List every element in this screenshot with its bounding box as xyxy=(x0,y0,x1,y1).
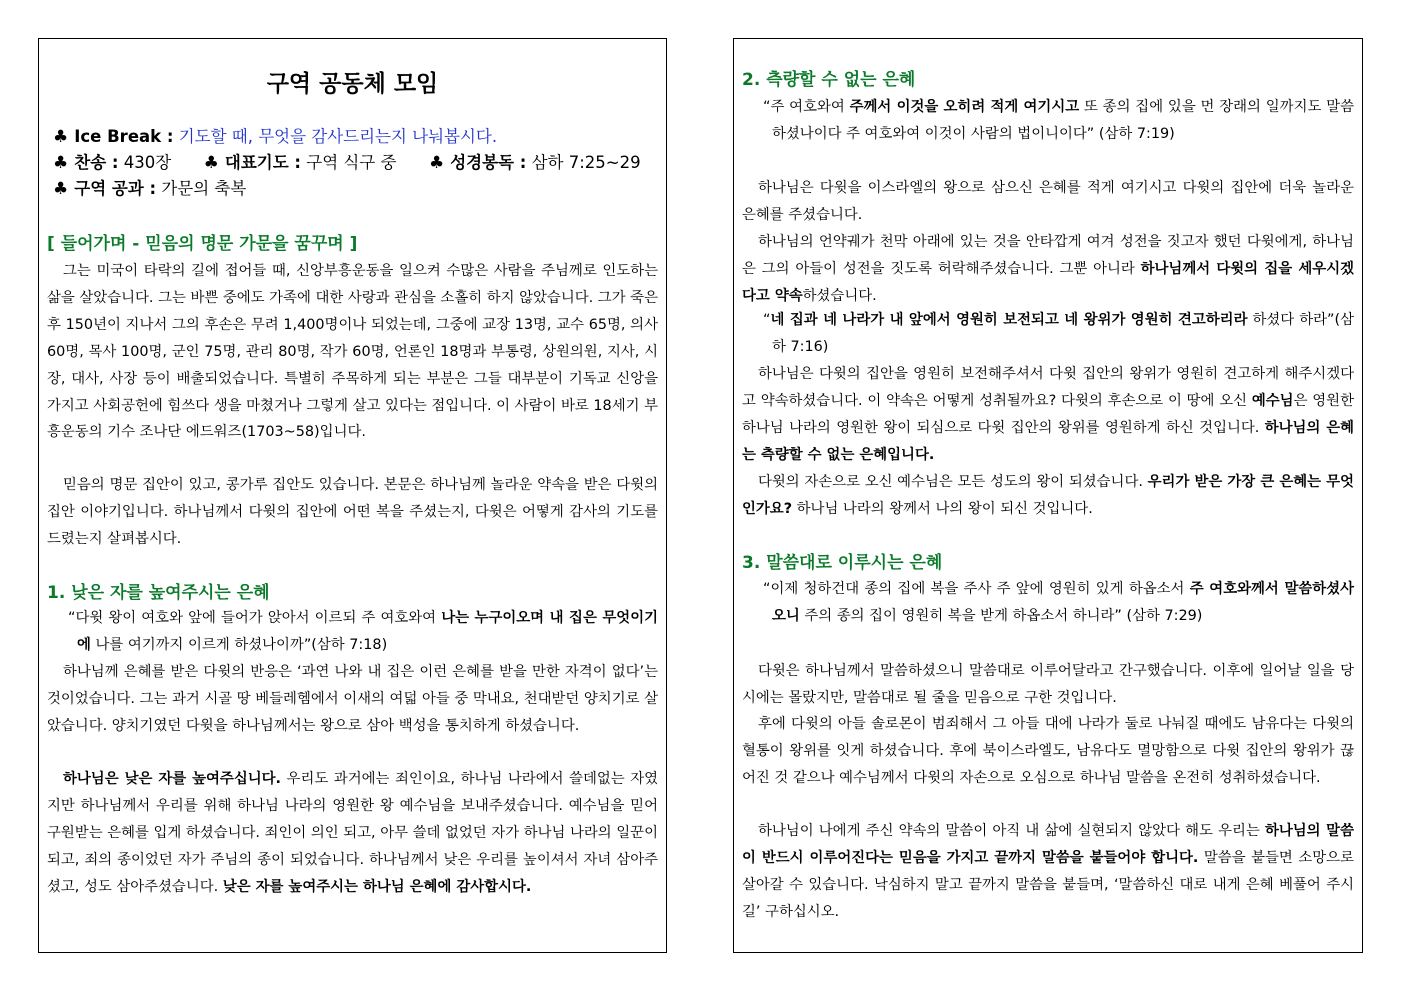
page-title: 구역 공동체 모임 xyxy=(266,71,439,97)
section-3-quote: “이제 청하건대 종의 집에 복을 주사 주 앞에 영원히 있게 하옵소서 주 여호와께서 말씀하셨사오니 주의 종의 집이 영원히 복을 받게 하옵소서 하니라” (삼하 7:29) xyxy=(763,581,1354,624)
hymn-value: 430장 xyxy=(123,153,172,172)
section-3-paragraph-2: 후에 다윗의 아들 솔로몬이 범죄해서 그 아들 대에 나라가 둘로 나눠질 때에도 남유다는 다윗의 혈통이 왕위를 잇게 하셨습니다. 후에 북이스라엘도, 남유다도 멸망함으로 다윗 집안의 왕위가 끊어진 것 같으나 예수님께서 다윗의 자손으로 오심으로 하나님 말씀을 온전히 성취하셨습니다. xyxy=(742,716,1354,786)
reading-label: 성경봉독 : xyxy=(450,153,527,172)
section-1-paragraph-1: 하나님께 은혜를 받은 다윗의 반응은 ‘과연 나와 내 집은 이런 은혜를 받을 만한 자격이 없다’는 것이었습니다. 그는 과거 시골 땅 베들레헴에서 이새의 여덟 아들 중 막내요, 천대받던 양치기로 살았습니다. 양치기였던 다윗을 하나님께서는 왕으로 삼아 백성을 통치하게 하셨습니다. xyxy=(47,664,658,734)
section-3-paragraph-1: 다윗은 하나님께서 말씀하셨으니 말씀대로 이루어달라고 간구했습니다. 이후에 일어날 일을 당시에는 몰랐지만, 말씀대로 될 줄을 믿음으로 구한 것입니다. xyxy=(742,663,1354,706)
intro-heading: [ 들어가며 - 믿음의 명문 가문을 꿈꾸며 ] xyxy=(47,234,358,254)
section-1-paragraph-2: 하나님은 낮은 자를 높여주십니다. 우리도 과거에는 죄인이요, 하나님 나라에서 쓸데없는 자였지만 하나님께서 우리를 위해 하나님 나라의 영원한 왕 예수님을 보내주셨습니다. 예수님을 믿어 구원받는 은혜를 입게 하셨습니다. 죄인이 의인 되고, 아무 쓸데 없었던 자가 하나님 나라의 일꾼이 되고, 죄의 종이었던 자가 주님의 종이 되었습니다. 하나님께서 낮은 우리를 높이셔서 자녀 삼아주셨고, 성도 삼아주셨습니다. 낮은 자를 높여주시는 하나님 은혜에 감사합시다. xyxy=(47,771,658,895)
worship-order-line xyxy=(53,150,666,176)
right-page xyxy=(733,38,1363,953)
section-1-heading: 1. 낮은 자를 높여주시는 은혜 xyxy=(47,583,270,603)
prayer-label: 대표기도 : xyxy=(224,153,302,172)
club-icon: ♣ xyxy=(428,153,445,173)
icebreak-label: Ice Break : xyxy=(74,127,174,146)
intro-paragraph-1: 그는 미국이 타락의 길에 접어들 때, 신앙부흥운동을 일으켜 수많은 사람을 주님께로 인도하는 삶을 살았습니다. 그는 바쁜 중에도 가족에 대한 사랑과 관심을 소홀히 하지 않았습니다. 그가 죽은 후 150년이 지나서 그의 후손은 무려 1,400명이나 되었는데, 그중에 교장 13명, 교수 65명, 의사 60명, 목사 100명, 군인 75명, 관리 80명, 작가 60명, 언론인 18명과 부통령, 상원의원, 지사, 시장, 대사, 사장 등이 배출되었습니다. 특별히 주목하게 되는 부분은 그들 대부분이 기독교 신앙을 가지고 사회공헌에 힘쓰다 생을 마쳤거나 그렇게 살고 있다는 점입니다. 이 사람이 바로 18세기 부흥운동의 기수 조나단 에드워즈(1703~58)입니다. xyxy=(47,263,658,441)
section-2-quote: “주 여호와여 주께서 이것을 오히려 적게 여기시고 또 종의 집에 있을 먼 장래의 일까지도 말씀하셨나이다 주 여호와여 이것이 사람의 법이니이다” (삼하 7:19) xyxy=(763,99,1354,142)
hymn-label: 찬송 : xyxy=(74,153,119,172)
club-icon: ♣ xyxy=(53,127,69,147)
section-2-paragraph-4: 다윗의 자손으로 오신 예수님은 모든 성도의 왕이 되셨습니다. 우리가 받은 가장 큰 은혜는 무엇인가요? 하나님 나라의 왕께서 나의 왕이 되신 것입니다. xyxy=(742,474,1354,517)
reading-value: 삼하 7:25~29 xyxy=(531,153,641,172)
icebreak-value: 기도할 때, 무엇을 감사드리는지 나눠봅시다. xyxy=(178,127,498,146)
section-2-paragraph-2: 하나님의 언약궤가 천막 아래에 있는 것을 안타깝게 여겨 성전을 짓고자 했던 다윗에게, 하나님은 그의 아들이 성전을 짓도록 허락해주셨습니다. 그뿐 아니라 하나님께서 다윗의 집을 세우시겠다고 약속하셨습니다. xyxy=(742,234,1354,304)
section-3-paragraph-3: 하나님이 나에게 주신 약속의 말씀이 아직 내 삶에 실현되지 않았다 해도 우리는 하나님의 말씀이 반드시 이루어진다는 믿음을 가지고 끝까지 말씀을 붙들어야 합니다. 말씀을 붙들면 소망으로 살아갈 수 있습니다. 낙심하지 말고 끝까지 말씀을 붙들며, ‘말씀하신 대로 내게 은혜 베풀어 주시길’ 구하십시오. xyxy=(742,823,1354,920)
section-1-quote: “다윗 왕이 여호와 앞에 들어가 앉아서 이르되 주 여호와여 나는 누구이오며 내 집은 무엇이기에 나를 여기까지 이르게 하셨나이까”(삼하 7:18) xyxy=(68,610,658,653)
icebreak-line xyxy=(53,124,666,150)
intro-paragraph-2: 믿음의 명문 집안이 있고, 콩가루 집안도 있습니다. 본문은 하나님께 놀라운 약속을 받은 다윗의 집안 이야기입니다. 하나님께서 다윗의 집안에 어떤 복을 주셨는지, 다윗은 어떻게 감사의 기도를 드렸는지 살펴봅시다. xyxy=(47,477,658,547)
left-page xyxy=(38,38,667,953)
club-icon: ♣ xyxy=(53,179,69,199)
topic-value: 가문의 축복 xyxy=(161,179,247,198)
topic-line xyxy=(53,176,666,202)
club-icon: ♣ xyxy=(203,153,219,173)
section-3-heading: 3. 말씀대로 이루시는 은혜 xyxy=(742,553,943,573)
section-2-paragraph-1: 하나님은 다윗을 이스라엘의 왕으로 삼으신 은혜를 적게 여기시고 다윗의 집안에 더욱 놀라운 은혜를 주셨습니다. xyxy=(742,180,1354,223)
section-2-paragraph-3: 하나님은 다윗의 집안을 영원히 보전해주셔서 다윗 집안의 왕위가 영원히 견고하게 해주시겠다고 약속하셨습니다. 이 약속은 어떻게 성취될까요? 다윗의 후손으로 이 땅에 오신 예수님은 영원한 하나님 나라의 영원한 왕이 되심으로 다윗 집안의 왕위를 영원하게 하신 것입니다. 하나님의 은혜는 측량할 수 없는 은혜입니다. xyxy=(742,366,1354,463)
club-icon: ♣ xyxy=(53,153,69,173)
section-2-quote-2: “네 집과 네 나라가 내 앞에서 영원히 보전되고 네 왕위가 영원히 견고하리라 하셨다 하라”(삼하 7:16) xyxy=(763,312,1354,355)
section-2-heading: 2. 측량할 수 없는 은혜 xyxy=(742,70,916,90)
topic-label: 구역 공과 : xyxy=(74,179,157,198)
prayer-value: 구역 식구 중 xyxy=(306,153,397,172)
